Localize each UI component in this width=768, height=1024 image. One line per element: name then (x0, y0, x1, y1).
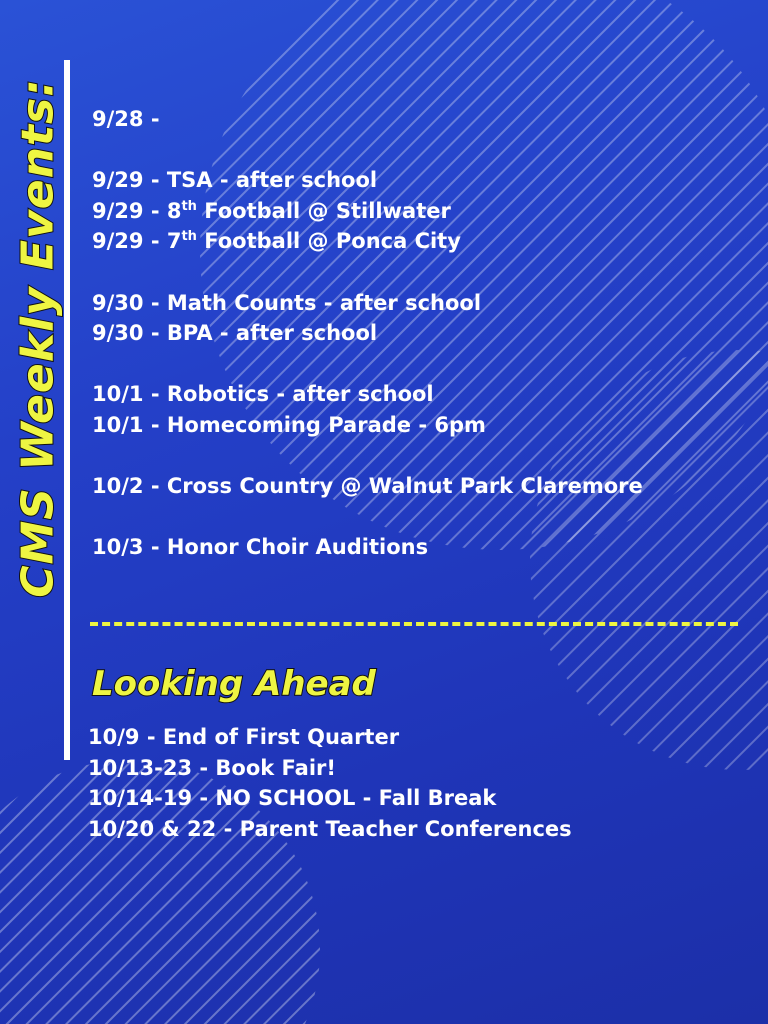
looking-ahead-item: 10/9 - End of First Quarter (88, 725, 400, 749)
weekly-events-list (92, 104, 643, 563)
dashed-divider (90, 622, 738, 626)
event-item: 9/29 - TSA - after school (92, 168, 378, 193)
event-item: 9/28 - (92, 107, 160, 131)
looking-ahead-item: 10/14-19 - NO SCHOOL - Fall Break (88, 786, 497, 811)
event-item: 10/1 - Robotics - after school (92, 382, 434, 407)
event-spacer (92, 349, 643, 380)
event-spacer (92, 502, 643, 533)
event-item: 9/30 - Math Counts - after school (92, 290, 482, 315)
looking-ahead-title: Looking Ahead (92, 664, 376, 704)
vertical-divider-line (64, 60, 70, 760)
event-item: 10/3 - Honor Choir Auditions (92, 535, 429, 560)
event-spacer (92, 441, 643, 472)
looking-ahead-item: 10/13-23 - Book Fair! (88, 755, 336, 780)
event-spacer (92, 135, 643, 166)
looking-ahead-item: 10/20 & 22 - Parent Teacher Conferences (88, 816, 572, 841)
event-item: 10/1 - Homecoming Parade - 6pm (92, 412, 486, 437)
event-item: 9/29 - 8th Football @ Stillwater (92, 198, 451, 223)
side-title: CMS Weekly Events: (12, 78, 64, 598)
looking-ahead-list (88, 722, 572, 844)
event-item: 10/2 - Cross Country @ Walnut Park Claremore (92, 474, 643, 499)
event-item: 9/30 - BPA - after school (92, 321, 378, 346)
event-spacer (92, 257, 643, 288)
event-item: 9/29 - 7th Football @ Ponca City (92, 229, 461, 254)
